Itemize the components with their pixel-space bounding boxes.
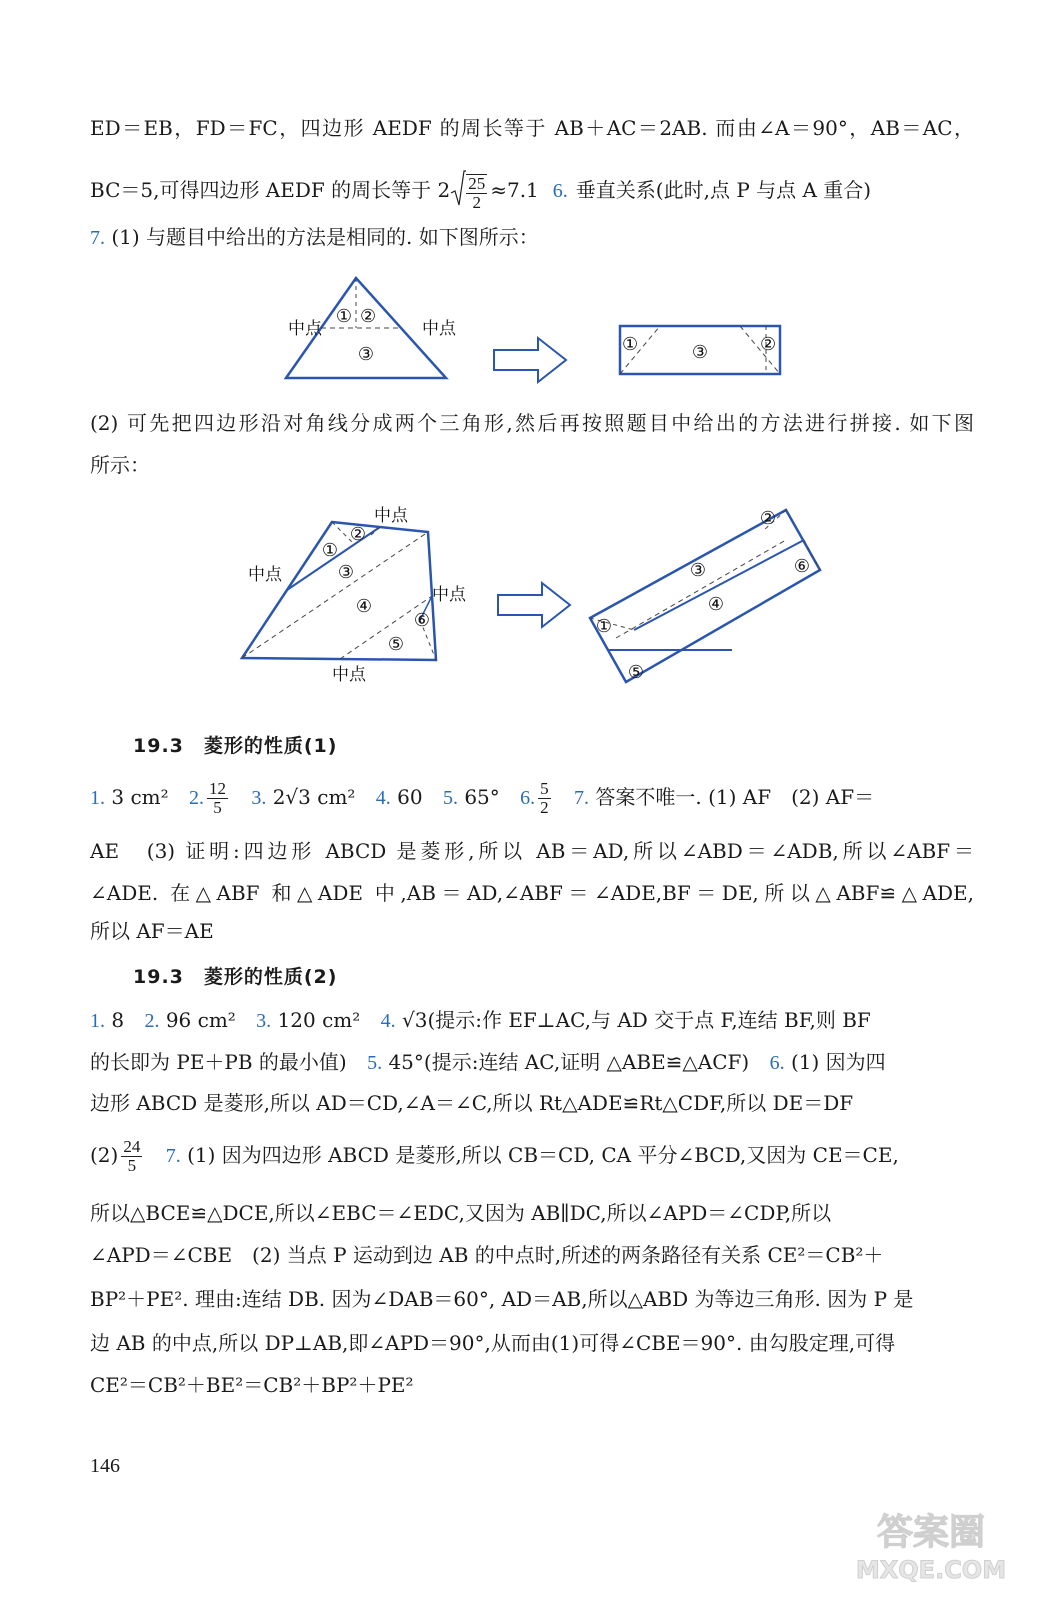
rect-piece-6: ⑥ bbox=[793, 556, 811, 577]
figure-2 bbox=[230, 500, 840, 705]
section1-line-2: AE (3) 证明:四边形 ABCD 是菱形,所以 AB＝AD,所以∠ABD＝∠ADB,所以∠ABF＝ bbox=[90, 839, 974, 863]
rect-piece-5: ⑤ bbox=[627, 662, 645, 683]
piece-5: ⑤ bbox=[387, 634, 405, 655]
section2-line-5: 所以△BCE≌△DCE,所以∠EBC＝∠EDC,又因为 AB∥DC,所以∠APD＝∠CDP,所以 bbox=[90, 1201, 832, 1225]
text-line-1: ED＝EB，FD＝FC，四边形 AEDF 的周长等于 AB＋AC＝2AB. 而由∠A＝90°，AB＝AC， bbox=[90, 116, 974, 140]
piece-3: ③ bbox=[357, 344, 375, 365]
text-line-4: (2) 可先把四边形沿对角线分成两个三角形,然后再按照题目中给出的方法进行拼接. 如下图 bbox=[90, 411, 974, 435]
text-line-3: 7. (1) 与题目中给出的方法是相同的. 如下图所示： bbox=[90, 225, 539, 249]
section-title-2: 19.3 菱形的性质(2) bbox=[133, 966, 338, 988]
page-number: 146 bbox=[90, 1455, 120, 1477]
rect-piece-1: ① bbox=[595, 616, 613, 637]
section2-line-3: 边形 ABCD 是菱形,所以 AD＝CD,∠A＝∠C,所以 Rt△ADE≌Rt△CDF,所以 DE＝DF bbox=[90, 1091, 854, 1115]
section2-line-9: CE²＝CB²＋BE²＝CB²＋BP²＋PE² bbox=[90, 1373, 414, 1397]
section2-line-6: ∠APD＝∠CBE (2) 当点 P 运动到边 AB 的中点时,所述的两条路径有关系 CE²＝CB²＋ bbox=[90, 1243, 884, 1267]
piece-1: ① bbox=[321, 540, 339, 561]
quadrilateral-shape bbox=[242, 522, 436, 660]
svg-text:答案圈: 答案圈 bbox=[876, 1512, 986, 1553]
sqrt-fraction: $\frac{25}{2}$ bbox=[450, 171, 490, 212]
piece-2: ② bbox=[349, 524, 367, 545]
rect-piece-2: ② bbox=[760, 334, 777, 355]
rect-piece-4: ④ bbox=[707, 594, 725, 615]
piece-2: ② bbox=[360, 306, 377, 327]
piece-6: ⑥ bbox=[413, 610, 431, 631]
piece-4: ④ bbox=[355, 596, 373, 617]
tilted-rectangle-shape bbox=[590, 510, 820, 682]
section1-line-3: ∠ADE. 在△ABF 和△ADE 中,AB＝AD,∠ABF＝∠ADE,BF＝DE,所以△ABF≌△ADE, bbox=[90, 881, 974, 905]
section1-line-4: 所以 AF＝AE bbox=[90, 919, 214, 943]
section1-answers-line: 1. 3 cm² 2. $\frac{12}{5}$ 3. 2√3 cm² 4. 60 5. 65° 6. $\frac{5}{2}$ 7. 答案不唯一. (1) AF (2) AF＝ bbox=[90, 779, 875, 817]
section2-line-8: 边 AB 的中点,所以 DP⊥AB,即∠APD＝90°,从而由(1)可得∠CBE＝90°. 由勾股定理,可得 bbox=[90, 1331, 896, 1355]
piece-1: ① bbox=[335, 306, 352, 327]
section2-line-7: BP²＋PE². 理由:连结 DB. 因为∠DAB＝60°, AD＝AB,所以△ABD 为等边三角形. 因为 P 是 bbox=[90, 1287, 914, 1311]
arrow-icon bbox=[498, 583, 570, 627]
midpoint-label-left: 中点 bbox=[248, 565, 282, 585]
piece-3: ③ bbox=[337, 562, 355, 583]
text-line-5: 所示： bbox=[90, 453, 150, 477]
section2-line-1: 1. 8 2. 96 cm² 3. 120 cm² 4. √3(提示:作 EF⊥AC,与 AD 交于点 F,连结 BF,则 BF bbox=[90, 1008, 871, 1032]
section2-line-4: (2) $\frac{24}{5}$ 7. (1) 因为四边形 ABCD 是菱形,所以 CB＝CD, CA 平分∠BCD,又因为 CE＝CE, bbox=[90, 1137, 899, 1175]
rect-piece-3: ③ bbox=[691, 342, 709, 363]
section2-line-2: 的长即为 PE＋PB 的最小值) 5. 45°(提示:连结 AC,证明 △ABE≌△ACF) 6. (1) 因为四 bbox=[90, 1050, 886, 1074]
radical-sign bbox=[450, 169, 466, 209]
section-title-1: 19.3 菱形的性质(1) bbox=[133, 735, 338, 757]
midpoint-label-left: 中点 bbox=[288, 319, 322, 339]
svg-text:MXQE.COM: MXQE.COM bbox=[855, 1556, 1007, 1584]
rect-piece-2: ② bbox=[759, 508, 777, 529]
rect-piece-3: ③ bbox=[689, 560, 707, 581]
figure-1 bbox=[280, 270, 800, 400]
midpoint-label-top: 中点 bbox=[374, 506, 408, 526]
arrow-icon bbox=[494, 338, 566, 382]
midpoint-label-right: 中点 bbox=[422, 319, 456, 339]
text-line-2: BC＝5,可得四边形 AEDF 的周长等于 2 $\frac{25}{2}$ ≈7.1 6. 垂直关系(此时,点 P 与点 A 重合) bbox=[90, 170, 974, 210]
midpoint-label-right: 中点 bbox=[432, 585, 466, 605]
midpoint-label-bottom: 中点 bbox=[332, 665, 366, 685]
watermark-logo bbox=[846, 1500, 1016, 1586]
rect-piece-1: ① bbox=[622, 334, 639, 355]
